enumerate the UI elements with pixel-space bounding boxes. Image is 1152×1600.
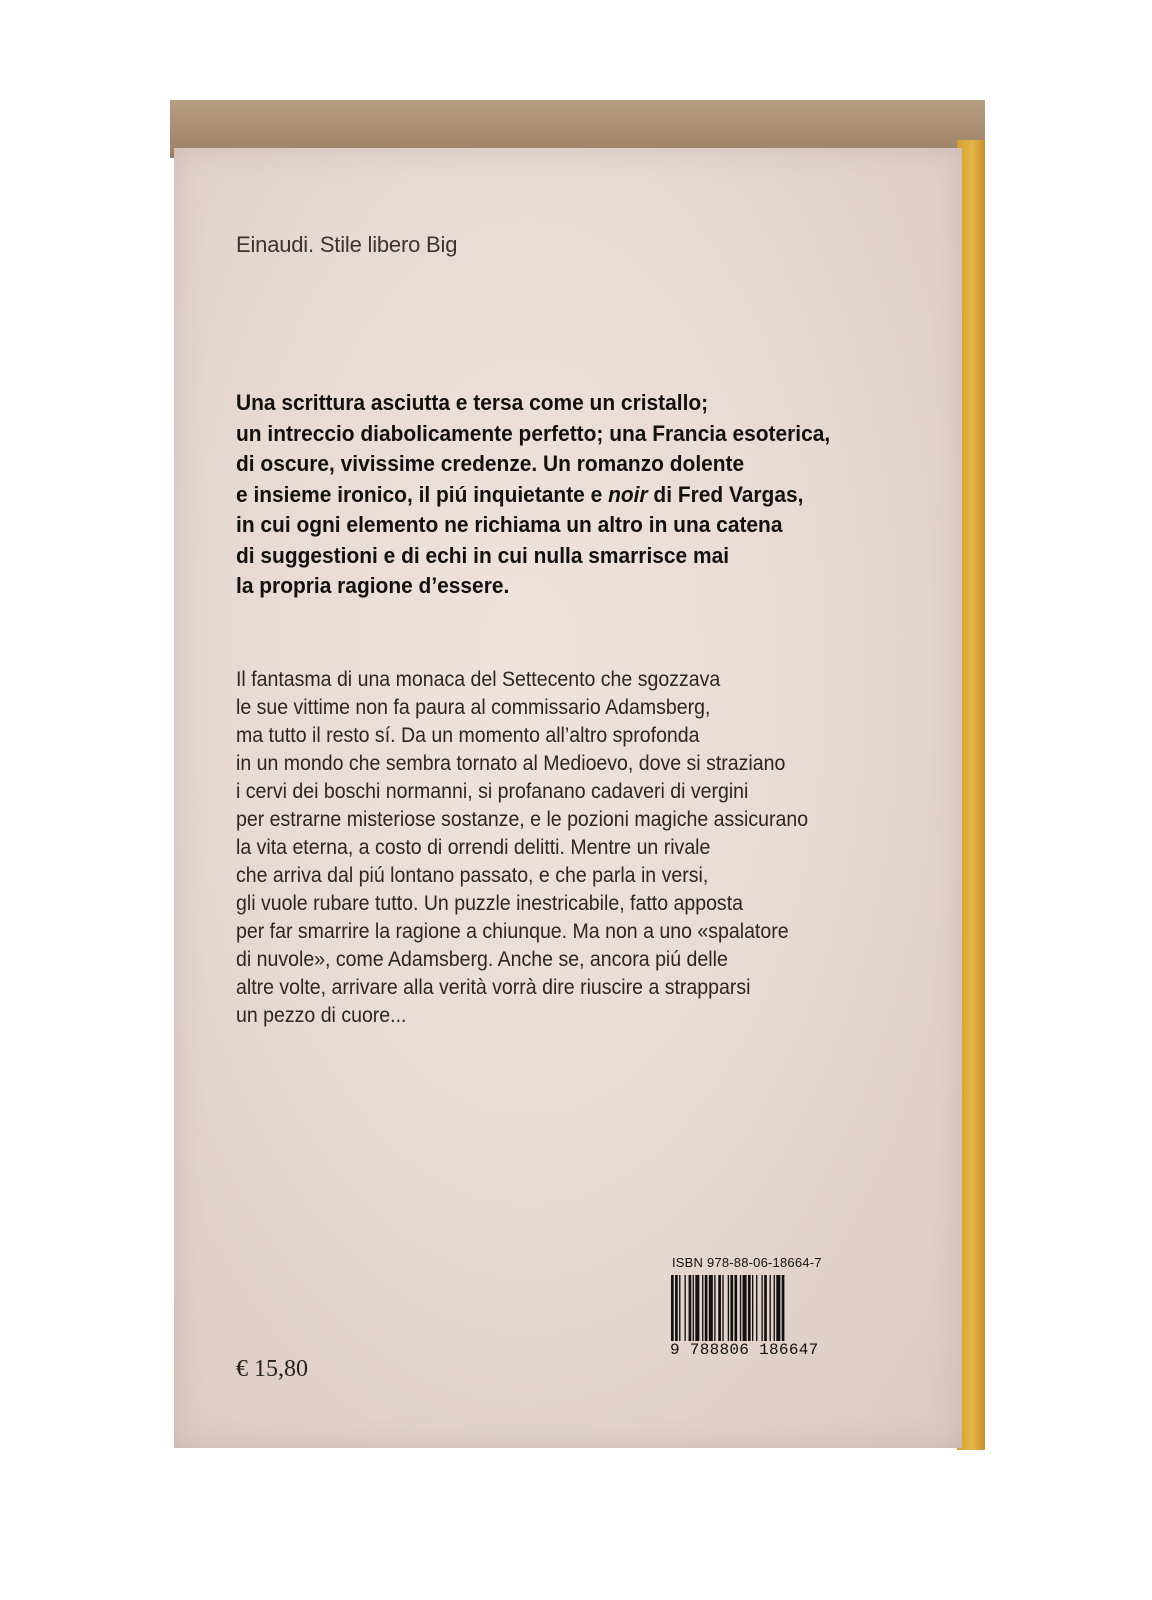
synopsis-line: per estrarne misteriose sostanze, e le pozioni magiche assicurano — [236, 808, 809, 831]
barcode-bar — [756, 1275, 757, 1341]
blurb-line: di oscure, vivissime credenze. Un romanzo dolente — [236, 451, 745, 476]
barcode-bar — [718, 1275, 721, 1341]
barcode-bar — [709, 1275, 713, 1341]
synopsis-line: Il fantasma di una monaca del Settecento che sgozzava — [236, 668, 721, 691]
barcode-bar — [730, 1275, 733, 1341]
synopsis-line: in un mondo che sembra tornato al Medioevo, dove si straziano — [236, 752, 786, 775]
barcode-bar — [705, 1275, 708, 1341]
synopsis-line: gli vuole rubare tutto. Un puzzle inestricabile, fatto apposta — [236, 892, 743, 915]
barcode-bar — [764, 1275, 767, 1341]
isbn-label: ISBN 978-88-06-18664-7 — [672, 1255, 822, 1270]
cover-page — [174, 148, 962, 1448]
synopsis-line: altre volte, arrivare alla verità vorrà dire riuscire a strapparsi — [236, 976, 751, 999]
series-imprint: Einaudi. Stile libero Big — [236, 232, 458, 257]
blurb-italic-word: noir — [608, 481, 648, 507]
blurb — [236, 388, 868, 602]
barcode-bar — [679, 1275, 680, 1341]
blurb-line: di suggestioni e di echi in cui nulla smarrisce mai — [236, 542, 730, 568]
barcode-bar — [671, 1275, 674, 1341]
barcode-bar — [689, 1275, 692, 1341]
barcode-bar — [743, 1275, 747, 1341]
blurb-line: Una scrittura asciutta e tersa come un cristallo; — [236, 390, 709, 415]
barcode-bar — [776, 1275, 780, 1341]
synopsis — [236, 666, 887, 1030]
synopsis-line: per far smarrire la ragione a chiunque. Ma non a uno «spalatore — [236, 920, 789, 943]
blurb-text: di Fred Vargas, — [647, 481, 804, 507]
barcode-digits: 9 788806 186647 — [670, 1341, 819, 1359]
blurb-line: un intreccio diabolicamente perfetto; una Francia esoterica, — [236, 420, 831, 446]
price: € 15,80 — [236, 1356, 308, 1382]
barcode-bar — [740, 1275, 741, 1341]
barcode-bar — [714, 1275, 715, 1341]
barcode-bar — [752, 1275, 753, 1341]
barcode-bar — [774, 1275, 775, 1341]
barcode-bar — [728, 1275, 729, 1341]
synopsis-line: le sue vittime non fa paura al commissario Adamsberg, — [236, 696, 711, 719]
barcode-bar — [702, 1275, 703, 1341]
barcode — [670, 1275, 845, 1341]
barcode-bar — [782, 1275, 785, 1341]
barcode-bar — [761, 1275, 762, 1341]
book-back-cover — [170, 100, 985, 1450]
barcode-bar — [693, 1275, 694, 1341]
blurb-line: la propria ragione d’essere. — [236, 573, 510, 598]
synopsis-line: i cervi dei boschi normanni, si profanano cadaveri di vergini — [236, 780, 749, 803]
synopsis-line: un pezzo di cuore... — [236, 1004, 407, 1027]
barcode-bar — [748, 1275, 751, 1341]
barcode-bar — [770, 1275, 771, 1341]
blurb-line: in cui ogni elemento ne richiama un altro in una catena — [236, 512, 783, 537]
blurb-text: e insieme ironico, il piú inquietante e — [236, 481, 609, 507]
synopsis-line: la vita eterna, a costo di orrendi delitti. Mentre un rivale — [236, 836, 711, 859]
synopsis-line: che arriva dal piú lontano passato, e che parla in versi, — [236, 864, 709, 887]
barcode-bar — [675, 1275, 678, 1341]
barcode-bar — [695, 1275, 699, 1341]
synopsis-line: ma tutto il resto sí. Da un momento all’altro sprofonda — [236, 724, 700, 747]
barcode-bar — [685, 1275, 686, 1341]
blurb-line — [236, 480, 868, 511]
synopsis-line: di nuvole», come Adamsberg. Anche se, ancora piú delle — [236, 948, 728, 971]
barcode-bar — [734, 1275, 737, 1341]
barcode-bar — [722, 1275, 723, 1341]
